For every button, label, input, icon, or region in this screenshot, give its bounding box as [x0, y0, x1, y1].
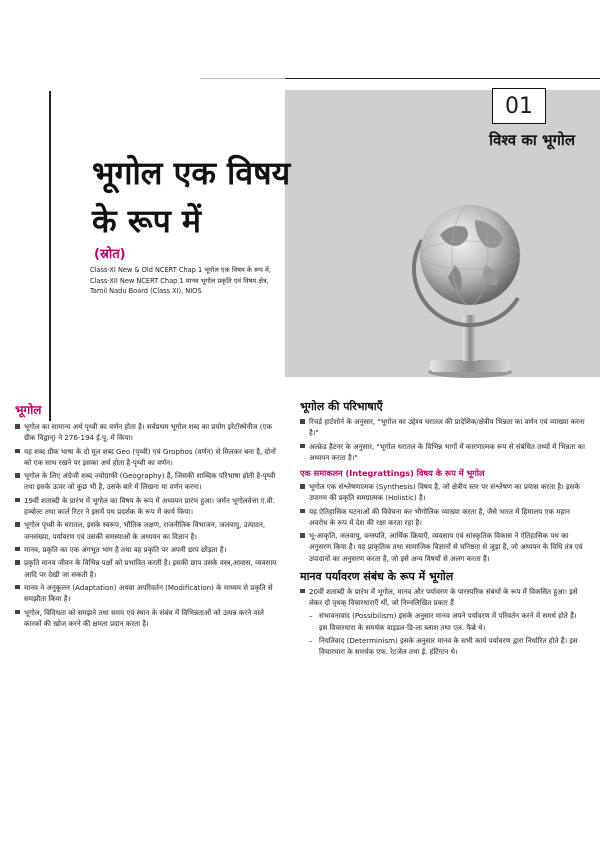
source-line: Class-XI New & Old NCERT Chap 1 भूगोल एक विषय के रूप में,: [90, 266, 271, 274]
source-line: Class-XII New NCERT Chap 1 मानव भूगोल प्रकृति एवं विषय क्षेत्र,: [90, 277, 269, 285]
section-heading: भूगोल की परिभाषाएँ: [300, 400, 383, 413]
list-item: भूगोल एक संश्लेषणात्मक (Synthesis) विषय है, जो क्षेत्रीय स्तर पर संश्लेषण का प्रयास करता है। इसके उपागम की प्रकृति समग्रात्मक (Holistic) है।: [300, 481, 585, 503]
globe-image: [400, 180, 540, 380]
section-heading: एक समाकलन (Integrattings) विषय के रूप में भूगोल: [300, 468, 485, 478]
list-item: भूगोल, विविधता को समझने तथा समय एवं स्थान के संबंध में विभिन्नताओं को उत्पन्न करने वाले कारकों की खोज करने की क्षमता प्रदान करता है।: [15, 607, 283, 629]
list-item: प्रकृति मानव जीवन के विभिन्न पक्षों को प्रभावित करती है। इसकी छाप उसके वस्त्र,आवास, व्यवसाय आदि पर देखी जा सकती है।: [15, 557, 283, 579]
list-item: मानव ने अनुकूलन (Adaptation) अथवा अपरिवर्तन (Modification) के माध्यम से प्रकृति से समझौता किया है।: [15, 582, 283, 604]
list-item: भूगोल का सामान्य अर्थ पृथ्वी का वर्णन होता है। सर्वप्रथम भूगोल शब्द का प्रयोग इरेटॉस्थेनीज (एक ग्रीक विद्वान्) ने 276-194 ई.पू. में किया।: [15, 421, 283, 443]
list-item: भूगोल के लिए अंग्रेजी शब्द ज्योग्राफी (Geography) है, जिसकी शाब्दिक परिभाषा होती है-पृथ्वी तथा इसके ऊपर जो कुछ भी है, उसके बारे में लिखना या वर्णन करना।: [15, 470, 283, 492]
page-title-line2: के रूप में: [92, 202, 202, 240]
right-column: [300, 400, 585, 660]
left-column: [15, 403, 283, 631]
header-rule: [285, 78, 600, 79]
list-item: यह ऐतिहासिक घटनाओं की विवेचना कर भौगोलिक व्याख्या करता है, जैसे भारत में हिमालय एक महान अवरोध के रूप में देश की रक्षा करता रहा है।: [300, 506, 585, 528]
list-item: यह शब्द ग्रीक भाषा के दो मूल शब्द Geo (पृथ्वी) एवं Grophos (वर्णन) से मिलकर बना है, दोनों को एक साथ रखने पर इसका अर्थ होता है-पृथ्वी का वर्णन।: [15, 446, 283, 468]
sub-list-text: नियतिवाद (Determinism) इसके अनुसार मानव के सभी कार्य पर्यावरण द्वारा निर्धारित होते हैं। इस विचारधारा के समर्थक एफ. रेटजेल तथा ई. हंटिंग्टन थे।: [319, 635, 578, 657]
sub-list-text: संभावनावाद (Possibilism) इसके अनुसार मानव अपने पर्यावरण में परिवर्तन करने में समर्थ होते हैं। इस विचारधारा के समर्थक वाइडल-डि-ला ब्लाश तथा एल. फैब्रे थे।: [319, 611, 577, 632]
source-line: Tamil Nadu Board (Class XI), NIOS: [90, 287, 202, 295]
source-label: (स्रोत): [94, 247, 126, 262]
section-heading: मानव पर्यावरण संबंध के रूप में भूगोल: [300, 569, 454, 583]
sub-list-item: – नियतिवाद (Determinism) इसके अनुसार मानव के सभी कार्य पर्यावरण द्वारा निर्धारित होते हैं। इस विचारधारा के समर्थक एफ. रेटजेल तथा ई. हंटिंग्टन थे।: [309, 635, 578, 657]
list-item: भू-आकृति, जलवायु, वनस्पति, आर्थिक क्रियाएँ, व्यवसाय एवं सांस्कृतिक विकास ने ऐतिहासिक पथ का अनुसरण किया है। यह प्राकृतिक तथा सामाजिक विज्ञानों से घनिष्ठता से जुड़ा है, जो अध्ययन के विधि तंत्र एवं उपादानों का अनुसरण करता है, जो इसे अन्य विषयों से अलग करता है।: [300, 530, 585, 564]
chapter-subtitle: विश्व का भूगोल: [489, 131, 575, 149]
list-item: 20वीं शताब्दी के प्रारंभ में भूगोल, मानव और पर्यावरण के पारस्परिक संबंधों के रूप में विकसित हुआ। इसे लेकर दो पृथक् विचारधाराएँ थीं, जो निम्नलिखित प्रकार हैं: [300, 586, 585, 608]
header-rule-light: [200, 78, 285, 79]
list-item: मानव, प्रकृति का एक अंगभूत भाग है तथा वह प्रकृति पर अपनी छाप छोड़ता है।: [15, 544, 283, 555]
list-item: रिचर्ड हार्टशोर्न के अनुसार, "भूगोल का उद्देश्य धरातल की प्रादेशिक/क्षेत्रीय भिन्नता का वर्णन एवं व्याख्या करना है।": [300, 416, 585, 438]
chapter-number: 01: [492, 88, 546, 124]
list-item: 19वीं शताब्दी के प्रारंभ में भूगोल का विषय के रूप में अध्ययन प्रारंभ हुआ। जर्मन भूगोलवेत्ता ए.वी. हम्बोल्ट तथा कार्ल रिटर ने इसमें पथ प्रदर्शक के रूप में कार्य किया।: [15, 495, 283, 517]
list-item: भूगोल पृथ्वी के धरातल, इसके स्वरूप, भौतिक लक्षण, राजनीतिक विभाजन, जलवायु, उत्पादन, जनसंख्या, पर्यावरण एवं उसकी समस्याओं के अध्ययन का विज्ञान है।: [15, 519, 283, 541]
page-title-line1: भूगोल एक विषय: [92, 154, 291, 192]
sub-list-item: – संभावनावाद (Possibilism) इसके अनुसार मानव अपने पर्यावरण में परिवर्तन करने में समर्थ होते हैं। इस विचारधारा के समर्थक वाइडल-डि-ला ब्लाश तथा एल. फैब्रे थे।: [309, 611, 577, 632]
title-rule: [49, 91, 51, 421]
list-item: अल्फ्रेड हैटनर के अनुसार, "भूगोल धरातल के विभिन्न भागों में कारणात्मक रूप से संबंधित तथ्यों में भिन्नता का अध्ययन करता है।": [300, 441, 585, 463]
section-heading: भूगोल: [15, 403, 42, 417]
